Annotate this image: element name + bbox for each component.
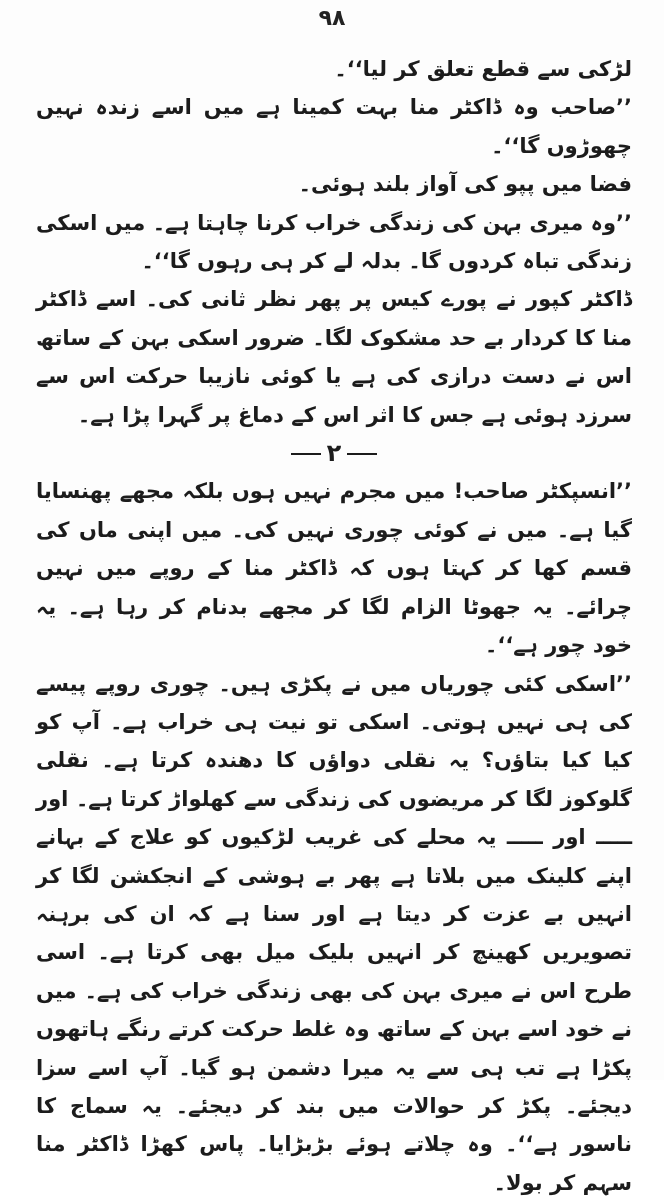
paragraph: ’’وہ میری بہن کی زندگی خراب کرنا چاہتا ہے۔ میں اسکی زندگی تباہ کردوں گا۔ بدلہ لے کر ہی رہوں گا‘‘۔ [36,204,632,281]
paragraph: ’’صاحب وہ ڈاکٹر منا بہت کمینا ہے میں اسے زندہ نہیں چھوڑوں گا‘‘۔ [36,88,632,165]
paragraph: لڑکی سے قطع تعلق کر لیا‘‘۔ [36,50,632,88]
section-number: ۲ [327,439,342,467]
paragraph: ’’انسپکٹر صاحب! میں مجرم نہیں ہوں بلکہ مجھے پھنسایا گیا ہے۔ میں نے کوئی چوری نہیں کی۔ میں اپنی ماں کی قسم کھا کر کہتا ہوں کہ ڈاکٹر منا کے روپے میں نہیں چرائے۔ یہ جھوٹا الزام لگا کر مجھے بدنام کر رہا ہے۔ یہ خود چور ہے‘‘۔ [36,472,632,664]
paragraph: فضا میں پپو کی آواز بلند ہوئی۔ [36,165,632,203]
page-number: ۹۸ [0,6,664,31]
divider-dash [347,453,377,455]
section-divider [36,434,632,472]
page-body [36,50,632,1202]
paragraph: ’’اسکی کئی چوریاں میں نے پکڑی ہیں۔ چوری روپے پیسے کی ہی نہیں ہوتی۔ اسکی تو نیت ہی خراب ہے۔ آپ کو کیا کیا بتاؤں؟ یہ نقلی دواؤں کا دھندہ کرتا ہے۔ نقلی گلوکوز لگا کر مریضوں کی زندگی سے کھلواڑ کرتا ہے۔ اور ـــــ اور ـــــ یہ محلے کی غریب لڑکیوں کو علاج کے بہانے اپنے کلینک میں بلاتا ہے پھر بے ہوشی کے انجکشن لگا کر انہیں بے عزت کر دیتا ہے اور سنا ہے کہ ان کی برہنہ تصویریں کھینچ کر انہیں بلیک میل بھی کرتا ہے۔ اسی طرح اس نے میری بہن کی بھی زندگی خراب کی ہے۔ میں نے خود اسے بہن کے ساتھ وہ غلط حرکت کرتے رنگے ہاتھوں پکڑا ہے تب ہی سے یہ میرا دشمن ہو گیا۔ آپ اسے سزا دیجئے۔ پکڑ کر حوالات میں بند کر دیجئے۔ یہ سماج کا ناسور ہے‘‘۔ وہ چلاتے ہوئے بڑبڑایا۔ پاس کھڑا ڈاکٹر منا سہم کر بولا۔ [36,665,632,1202]
paragraph: ڈاکٹر کپور نے پورے کیس پر پھر نظر ثانی کی۔ اسے ڈاکٹر منا کا کردار بے حد مشکوک لگا۔ ضرور اسکی بہن کے ساتھ اس نے دست درازی کی ہے یا کوئی نازیبا حرکت اس سے سرزد ہوئی ہے جس کا اثر اس کے دماغ پر گہرا پڑا ہے۔ [36,280,632,434]
divider-dash [291,453,321,455]
